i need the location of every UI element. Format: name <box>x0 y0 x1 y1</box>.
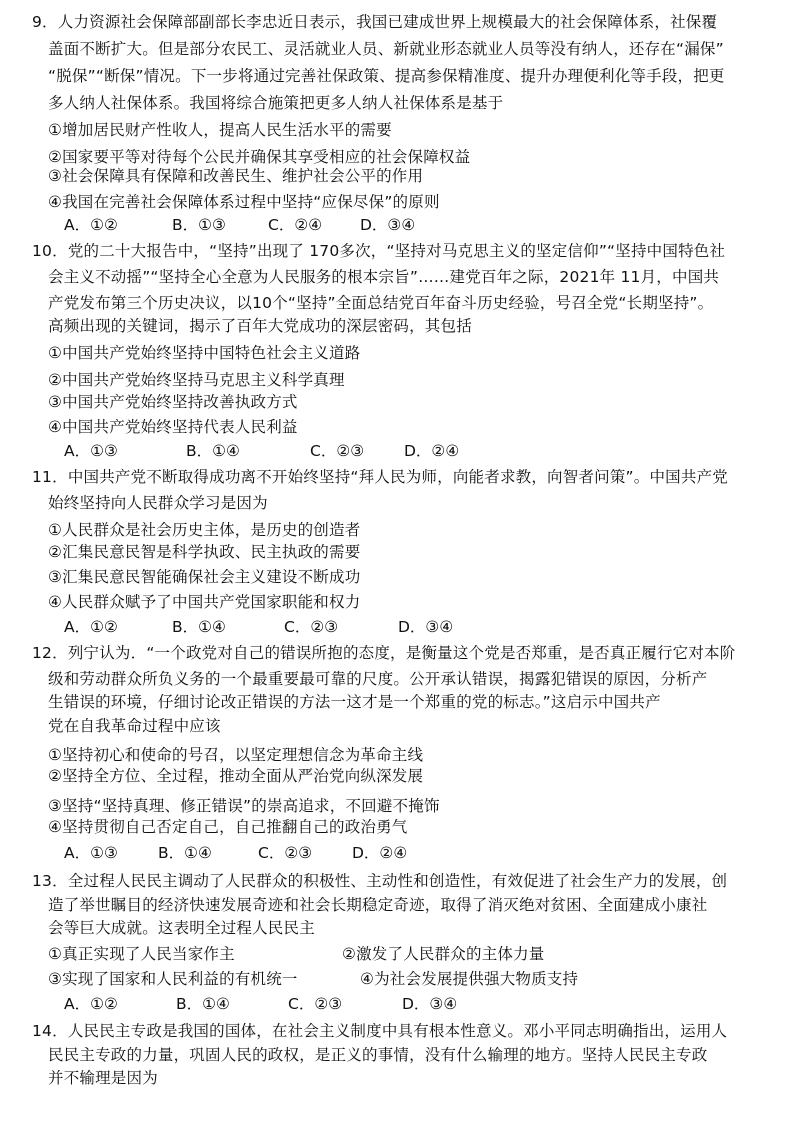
question-stem-line: 会等巨大成就。这表明全过程人民民主 <box>48 919 315 937</box>
answer-choice-a: A．①② <box>64 216 118 234</box>
option-statement: ①坚持初心和使命的号召，以坚定理想信念为革命主线 <box>48 746 424 764</box>
answer-choice-d: D．②④ <box>352 844 408 862</box>
question-stem-line: “脱保”“断保”情况。下一步将通过完善社保政策、提高参保精准度、提升办理便利化等手段，把更 <box>48 67 725 85</box>
answer-choice-a: A．①③ <box>64 442 118 460</box>
option-statement: ④为社会发展提供强大物质支持 <box>360 970 579 988</box>
option-statement: ②中国共产党始终坚持马克思主义科学真理 <box>48 371 345 389</box>
question-stem-line: 会主义不动摇”“坚持全心全意为人民服务的根本宗旨”……建党百年之际，2021年 11月，中国共 <box>48 268 720 286</box>
option-statement: ②激发了人民群众的主体力量 <box>342 945 545 963</box>
question-stem-line: 产党发布第三个历史决议，以10个“坚持”全面总结党百年奋斗历史经验，号召全党“长期坚持”。 <box>48 294 714 312</box>
answer-choice-b: B．①④ <box>176 995 230 1013</box>
answer-choice-c: C．②④ <box>268 216 323 234</box>
question-stem-line: 多人纳人社保体系。我国将综合施策把更多人纳人社保体系是基于 <box>48 94 504 112</box>
answer-choice-b: B．①④ <box>172 618 226 636</box>
question-stem-line: 并不输理是因为 <box>48 1069 158 1087</box>
option-statement: ③社会保障具有保障和改善民生、维护社会公平的作用 <box>48 167 424 185</box>
option-statement: ①真正实现了人民当家作主 <box>48 945 235 963</box>
option-statement: ④我国在完善社会保障体系过程中坚持“应保尽保”的原则 <box>48 193 440 211</box>
option-statement: ③中国共产党始终坚持改善执政方式 <box>48 393 298 411</box>
question-stem-line: 生错误的环境，仔细讨论改正错误的方法一这才是一个郑重的党的标志。”这启示中国共产 <box>48 693 661 711</box>
question-stem-line: 党在自我革命过程中应该 <box>48 717 221 735</box>
option-statement: ③坚持“坚持真理、修正错误”的崇高追求，不回避不掩饰 <box>48 797 440 815</box>
answer-choice-c: C．②③ <box>284 618 339 636</box>
option-statement: ③实现了国家和人民利益的有机统一 <box>48 970 298 988</box>
question-stem-line: 高频出现的关键词，揭示了百年大党成功的深层密码，其包括 <box>48 317 472 335</box>
option-statement: ②汇集民意民智是科学执政、民主执政的需要 <box>48 543 361 561</box>
question-stem-line: 14．人民民主专政是我国的国体，在社会主义制度中具有根本性意义。邓小平同志明确指出，运用人 <box>32 1022 728 1040</box>
question-stem-line: 级和劳动群众所负义务的一个最重要最可靠的尺度。公开承认错误，揭露犯错误的原因，分析产 <box>48 670 708 688</box>
option-statement: ④人民群众赋予了中国共产党国家职能和权力 <box>48 593 361 611</box>
answer-choice-b: B．①④ <box>186 442 240 460</box>
question-stem-line: 民民主专政的力量，巩固人民的政权，是正义的事情，没有什么输理的地方。坚持人民民主专政 <box>48 1046 708 1064</box>
question-stem-line: 始终坚持向人民群众学习是因为 <box>48 494 268 512</box>
option-statement: ②坚持全方位、全过程，推动全面从严治党向纵深发展 <box>48 767 424 785</box>
option-statement: ①人民群众是社会历史主体，是历史的创造者 <box>48 521 361 539</box>
answer-choice-d: D．③④ <box>360 216 416 234</box>
option-statement: ②国家要平等对待每个公民并确保其享受相应的社会保障权益 <box>48 148 471 166</box>
answer-choice-d: D．③④ <box>398 618 454 636</box>
answer-choice-c: C．②③ <box>288 995 343 1013</box>
question-stem-line: 13．全过程人民民主调动了人民群众的积极性、主动性和创造性，有效促进了社会生产力的发展，创 <box>32 872 728 890</box>
option-statement: ④中国共产党始终坚持代表人民利益 <box>48 418 298 436</box>
option-statement: ③汇集民意民智能确保社会主义建设不断成功 <box>48 568 361 586</box>
answer-choice-a: A．①② <box>64 618 118 636</box>
answer-choice-d: D．②④ <box>404 442 460 460</box>
option-statement: ①增加居民财产性收人，提高人民生活水平的需要 <box>48 121 392 139</box>
question-stem-line: 9．人力资源社会保障部副部长李忠近日表示，我国已建成世界上规模最大的社会保障体系，社保覆 <box>32 13 718 31</box>
option-statement: ①中国共产党始终坚持中国特色社会主义道路 <box>48 344 361 362</box>
option-statement: ④坚持贯彻自己否定自己，自己推翻自己的政治勇气 <box>48 818 408 836</box>
answer-choice-c: C．②③ <box>258 844 313 862</box>
answer-choice-a: A．①③ <box>64 844 118 862</box>
question-stem-line: 盖面不断扩大。但是部分农民工、灵活就业人员、新就业形态就业人员等没有纳人，还存在“漏保” <box>48 40 724 58</box>
answer-choice-d: D．③④ <box>402 995 458 1013</box>
answer-choice-b: B．①④ <box>158 844 212 862</box>
answer-choice-c: C．②③ <box>310 442 365 460</box>
answer-choice-b: B．①③ <box>172 216 226 234</box>
question-stem-line: 11．中国共产党不断取得成功离不开始终坚持“拜人民为师，向能者求教，向智者问策”。中国共产党 <box>32 468 728 486</box>
answer-choice-a: A．①② <box>64 995 118 1013</box>
question-stem-line: 10．党的二十大报告中，“坚持”出现了 170多次，“坚持对马克思主义的坚定信仰”“坚持中国特色社 <box>32 242 726 260</box>
question-stem-line: 造了举世瞩目的经济快速发展奇迹和社会长期稳定奇迹，取得了消灭绝对贫困、全面建成小康社 <box>48 896 708 914</box>
question-stem-line: 12．列宁认为．“一个政党对自己的错误所抱的态度，是衡量这个党是否郑重，是否真正履行它对本阶 <box>32 644 736 662</box>
